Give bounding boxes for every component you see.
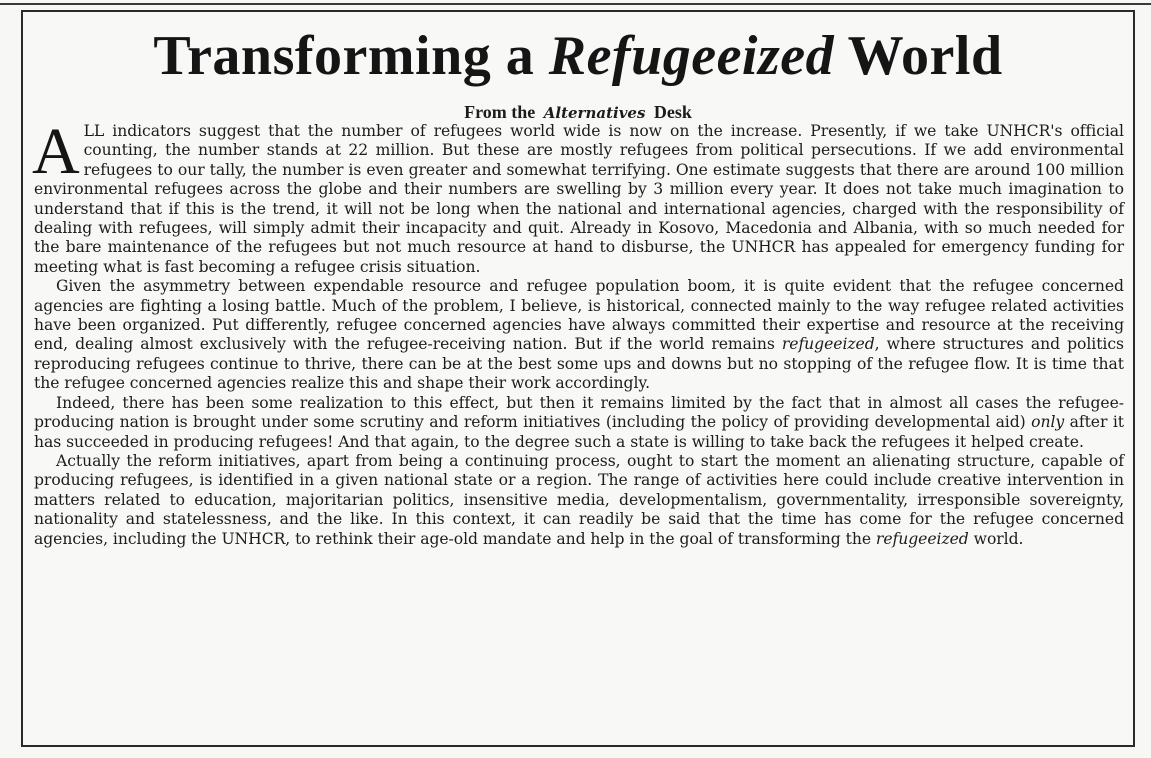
paragraph-2-text-a: Given the asymmetry between expendable resource and refugee population boom, it is quite evident that the refugee concerned agencies are fighting a losing battle. Much of the problem, I believe, is historical, connected mainly to the way refugee related activities have been organized. Put differently, refugee concerned agencies have always committed their expertise and resource at the receiving end, dealing almost exclusively with the refugee-receiving nation. But if the world remains — [34, 277, 1124, 354]
paragraph-2 — [34, 277, 1124, 393]
paragraph-4-text-b: world. — [968, 529, 1024, 548]
title-part-1: Transforming a — [153, 25, 549, 87]
paragraph-3-text-b: after it has succeeded in producing refugees! And that again, to the degree such a state is willing to take back the refugees it helped create. — [34, 413, 1124, 451]
paragraph-4-emphasis: refugeeized — [875, 529, 969, 548]
paragraph-3-emphasis: only — [1031, 413, 1065, 432]
article-title — [23, 26, 1133, 86]
paragraph-4-text-a: Actually the reform initiatives, apart from being a continuing process, ought to start the moment an alienating structure, capable of producing refugees, is identified in a given national state or a region. The range of activities here could include creative intervention in matters related to education, majoritarian politics, insensitive media, developmentalism, governmentality, irresponsible sovereignty, nationality and statelessness, and the like. In this context, it can readily be said that the time has come for the refugee concerned agencies, including the UNHCR, to rethink their age-old mandate and help in the goal of transforming the — [34, 451, 1124, 548]
paragraph-1-text: LL indicators suggest that the number of refugees world wide is now on the increase. Presently, if we take UNHCR's official counting, the number stands at 22 million. But these are mostly refugees from political persecutions. If we add environmental refugees to our tally, the number is even greater and somewhat terrifying. One estimate suggests that there are around 100 million environmental refugees across the globe and their numbers are swelling by 3 million every year. It does not take much imagination to understand that if this is the trend, it will not be long when the national and international agencies, charged with the responsibility of dealing with refugees, will simply admit their incapacity and quit. Already in Kosovo, Macedonia and Albania, with so much needed for the bare maintenance of the refugees but not much resource at hand to disburse, the UNHCR has appealed for emergency funding for meeting what is fast becoming a refugee crisis situation. — [34, 122, 1124, 276]
article-box — [21, 10, 1135, 747]
top-clipped-fragment — [0, 0, 1151, 10]
article-body — [32, 115, 1125, 549]
title-part-2: World — [834, 25, 1003, 87]
desk-byline — [23, 102, 1133, 123]
title-emphasis: Refugeeized — [548, 25, 835, 87]
desk-label: Desk — [653, 102, 692, 122]
alternatives-logo: Alternatives — [543, 104, 646, 122]
paragraph-2-text-b: , where structures and politics reproducing refugees continue to thrive, there can be at the best some ups and downs but no stopping of the refugee flow. It is time that the refugee concerned agencies realize this and shape their work accordingly. — [34, 335, 1125, 393]
top-rule — [0, 3, 1151, 5]
drop-cap: A — [32, 115, 80, 188]
from-label: From the — [464, 102, 536, 122]
paragraph-2-emphasis: refugeeized — [781, 335, 875, 354]
paragraph-3 — [34, 394, 1124, 452]
paragraph-4 — [34, 452, 1124, 549]
paragraph-3-text-a: Indeed, there has been some realization to this effect, but then it remains limited by the fact that in almost all cases the refugee-producing nation is brought under some scrutiny and reform initiatives (including the policy of providing developmental aid) — [34, 393, 1124, 432]
paragraph-1 — [32, 115, 1124, 277]
